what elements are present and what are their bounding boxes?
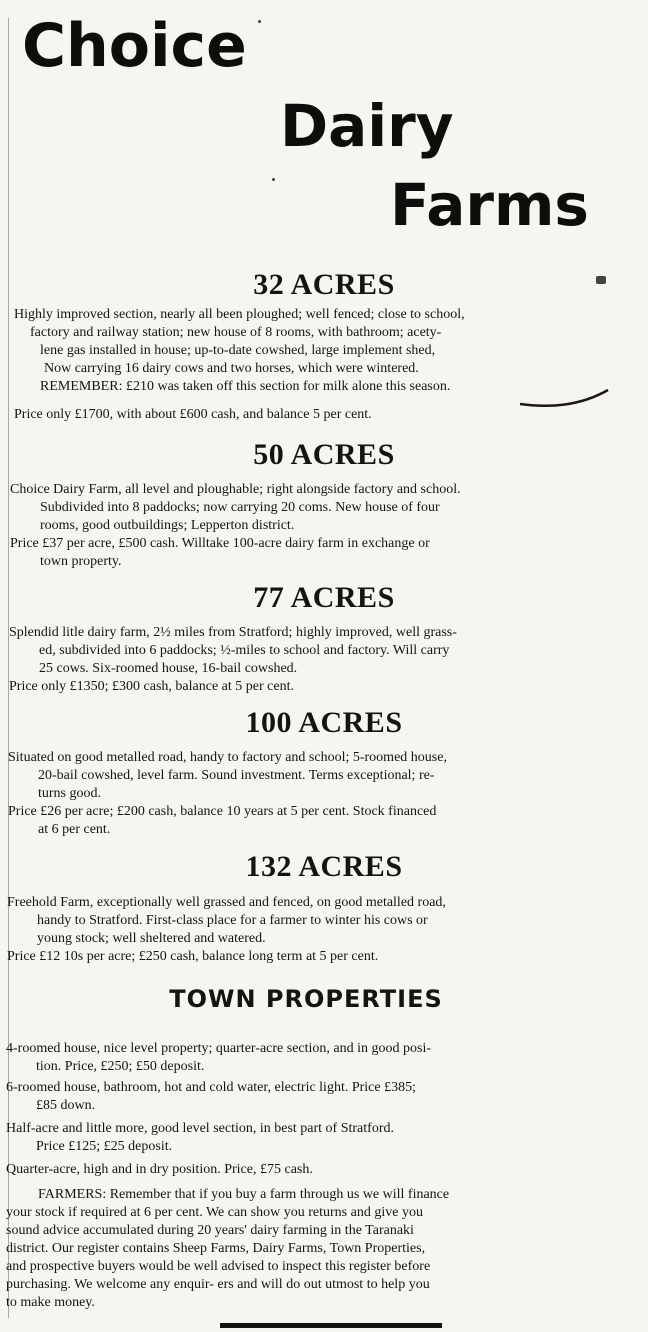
listing-price: Price only £1350; £300 cash, balance at 5 per cent. (9, 679, 294, 694)
closing-line: your stock if required at 6 per cent. We can show you returns and give you (6, 1205, 423, 1220)
listing-price: Price £12 10s per acre; £250 cash, balance long term at 5 per cent. (7, 949, 379, 964)
listing-line: young stock; well sheltered and watered. (37, 931, 266, 946)
print-speck (596, 276, 606, 284)
listing-77 (9, 624, 614, 696)
headline-choice: Choice (22, 11, 247, 81)
print-speck (258, 20, 261, 23)
town-line: tion. Price, £250; £50 deposit. (36, 1059, 205, 1074)
listing-132 (7, 894, 612, 966)
headline-dairy: Dairy (280, 92, 454, 160)
listing-line: handy to Stratford. First-class place for a farmer to winter his cows or (37, 913, 428, 928)
listing-line: 20-bail cowshed, level farm. Sound investment. Terms exceptional; re- (38, 768, 435, 783)
print-speck (272, 178, 275, 181)
listing-100 (8, 749, 613, 839)
listing-line: REMEMBER: £210 was taken off this section for milk alone this season. (40, 379, 451, 394)
town-line: 4-roomed house, nice level property; quarter-acre section, and in good posi- (6, 1041, 432, 1056)
listing-line: rooms, good outbuildings; Lepperton district. (40, 518, 295, 533)
town-line: Half-acre and little more, good level section, in best part of Stratford. (6, 1121, 394, 1136)
town-properties-heading: TOWN PROPERTIES (169, 985, 443, 1013)
listing-heading-77: 77 ACRES (253, 581, 395, 614)
listing-heading-32: 32 ACRES (253, 268, 395, 301)
listing-price-cont: town property. (40, 554, 122, 569)
closing-line: and prospective buyers would be well advised to inspect this register before (6, 1259, 431, 1274)
listing-line: ed, subdivided into 6 paddocks; ½-miles to school and factory. Will carry (39, 643, 450, 658)
listing-line: Splendid litle dairy farm, 2½ miles from Stratford; highly improved, well grass- (9, 625, 457, 640)
listing-32 (14, 306, 614, 396)
town-line: 6-roomed house, bathroom, hot and cold water, electric light. Price £385; (6, 1080, 416, 1095)
listing-price: Price only £1700, with about £600 cash, and balance 5 per cent. (14, 407, 372, 422)
listing-line: Subdivided into 8 paddocks; now carrying 20 coms. New house of four (40, 500, 440, 515)
listing-price: Price £37 per acre, £500 cash. Willtake 100-acre dairy farm in exchange or (10, 536, 430, 551)
bottom-rule (220, 1323, 442, 1328)
headline-farms: Farms (390, 171, 589, 239)
listing-heading-132: 132 ACRES (245, 850, 403, 883)
listing-line: lene gas installed in house; up-to-date cowshed, large implement shed, (40, 343, 436, 358)
listing-line: Freehold Farm, exceptionally well grassed and fenced, on good metalled road, (7, 895, 446, 910)
listing-line: 25 cows. Six-roomed house, 16-bail cowshed. (39, 661, 298, 676)
town-line: Price £125; £25 deposit. (36, 1139, 173, 1154)
listing-line: Choice Dairy Farm, all level and ploughable; right alongside factory and school. (10, 482, 461, 497)
listing-price-cont: at 6 per cent. (38, 822, 111, 837)
listing-line: Highly improved section, nearly all been ploughed; well fenced; close to school, (14, 307, 465, 322)
closing-line: FARMERS: Remember that if you buy a farm through us we will finance (38, 1187, 450, 1202)
listing-line: factory and railway station; new house of 8 rooms, with bathroom; acety- (30, 325, 442, 340)
closing-line: district. Our register contains Sheep Farms, Dairy Farms, Town Properties, (6, 1241, 426, 1256)
listing-line: turns good. (38, 786, 101, 801)
closing-line: to make money. (6, 1295, 95, 1310)
closing-line: purchasing. We welcome any enquir- ers and will do out utmost to help you (6, 1277, 430, 1292)
listing-line: Situated on good metalled road, handy to factory and school; 5-roomed house, (8, 750, 447, 765)
town-item-1 (6, 1040, 612, 1076)
listing-heading-50: 50 ACRES (253, 438, 395, 471)
closing-line: sound advice accumulated during 20 years' dairy farming in the Taranaki (6, 1223, 414, 1238)
town-item-4 (6, 1161, 612, 1179)
listing-heading-100: 100 ACRES (245, 706, 403, 739)
town-item-3 (6, 1120, 612, 1156)
town-line: Quarter-acre, high and in dry position. Price, £75 cash. (6, 1162, 313, 1177)
listing-line: Now carrying 16 dairy cows and two horses, which were wintered. (44, 361, 419, 376)
listing-price: Price £26 per acre; £200 cash, balance 10 years at 5 per cent. Stock financed (8, 804, 437, 819)
town-line: £85 down. (36, 1098, 96, 1113)
closing-notice (6, 1186, 612, 1312)
listing-50 (10, 481, 615, 571)
town-item-2 (6, 1079, 612, 1115)
